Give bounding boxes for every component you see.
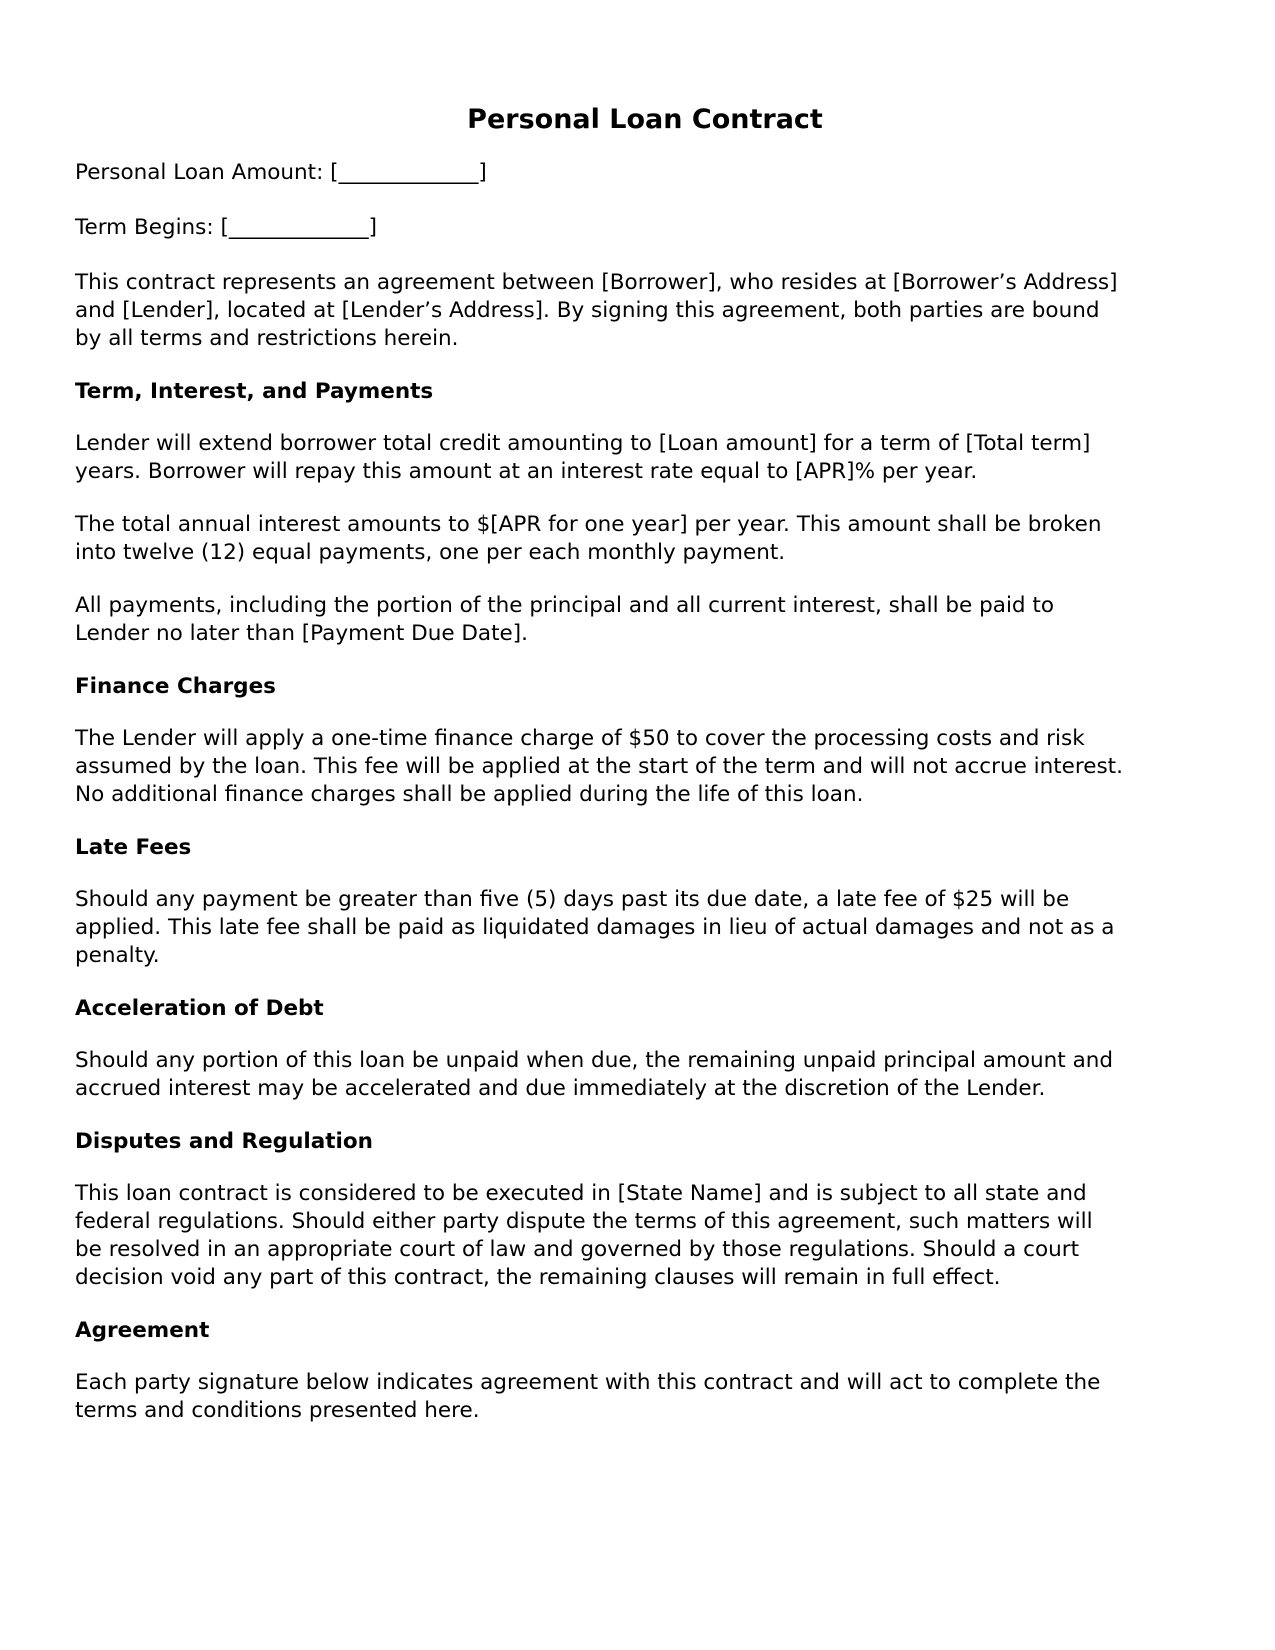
text-line: accrued interest may be accelerated and due immediately at the discretion of the Lender.: [75, 1076, 1046, 1101]
section-heading-disputes: Disputes and Regulation: [75, 1129, 373, 1154]
finance-paragraph: [75, 725, 1205, 809]
section-heading-late: Late Fees: [75, 835, 192, 860]
text-line: Each party signature below indicates agreement with this contract and will act to complete the: [75, 1370, 1101, 1395]
text-line: into twelve (12) equal payments, one per each monthly payment.: [75, 540, 786, 565]
text-line: The total annual interest amounts to $[APR for one year] per year. This amount shall be broken: [75, 512, 1102, 537]
text-line: This loan contract is considered to be executed in [State Name] and is subject to all state and: [75, 1181, 1087, 1206]
section-heading-agreement: Agreement: [75, 1318, 210, 1343]
term-paragraph-1: [75, 430, 1205, 486]
text-line: decision void any part of this contract, the remaining clauses will remain in full effect.: [75, 1265, 1001, 1290]
disputes-paragraph: [75, 1180, 1205, 1292]
agreement-paragraph: [75, 1369, 1205, 1425]
text-line: Lender will extend borrower total credit amounting to [Loan amount] for a term of [Total term]: [75, 431, 1091, 456]
text-line: terms and conditions presented here.: [75, 1398, 480, 1423]
text-line: and [Lender], located at [Lender’s Address]. By signing this agreement, both parties are bound: [75, 298, 1100, 323]
text-line: be resolved in an appropriate court of law and governed by those regulations. Should a court: [75, 1237, 1080, 1262]
term-paragraph-3: [75, 592, 1205, 648]
section-heading-term: Term, Interest, and Payments: [75, 379, 434, 404]
intro-paragraph: [75, 269, 1205, 353]
text-line: assumed by the loan. This fee will be applied at the start of the term and will not accrue interest.: [75, 754, 1123, 779]
term-begins-field: Term Begins: [_____________]: [75, 215, 377, 240]
section-heading-finance: Finance Charges: [75, 674, 276, 699]
document-title: Personal Loan Contract: [467, 104, 823, 135]
text-line: This contract represents an agreement between [Borrower], who resides at [Borrower’s Address]: [75, 270, 1118, 295]
section-heading-acceleration: Acceleration of Debt: [75, 996, 324, 1021]
term-paragraph-2: [75, 511, 1205, 567]
acceleration-paragraph: [75, 1047, 1205, 1103]
text-line: federal regulations. Should either party dispute the terms of this agreement, such matters will: [75, 1209, 1093, 1234]
text-line: Should any payment be greater than five (5) days past its due date, a late fee of $25 will be: [75, 887, 1070, 912]
text-line: penalty.: [75, 943, 160, 968]
document-page: [75, 100, 1205, 1450]
text-line: applied. This late fee shall be paid as liquidated damages in lieu of actual damages and not as a: [75, 915, 1115, 940]
text-line: Should any portion of this loan be unpaid when due, the remaining unpaid principal amount and: [75, 1048, 1114, 1073]
text-line: years. Borrower will repay this amount at an interest rate equal to [APR]% per year.: [75, 459, 978, 484]
text-line: Lender no later than [Payment Due Date].: [75, 621, 528, 646]
late-paragraph: [75, 886, 1205, 970]
loan-amount-field: Personal Loan Amount: [_____________]: [75, 160, 487, 185]
text-line: by all terms and restrictions herein.: [75, 326, 459, 351]
text-line: All payments, including the portion of the principal and all current interest, shall be paid to: [75, 593, 1054, 618]
text-line: The Lender will apply a one-time finance charge of $50 to cover the processing costs and risk: [75, 726, 1085, 751]
text-line: No additional finance charges shall be applied during the life of this loan.: [75, 782, 864, 807]
